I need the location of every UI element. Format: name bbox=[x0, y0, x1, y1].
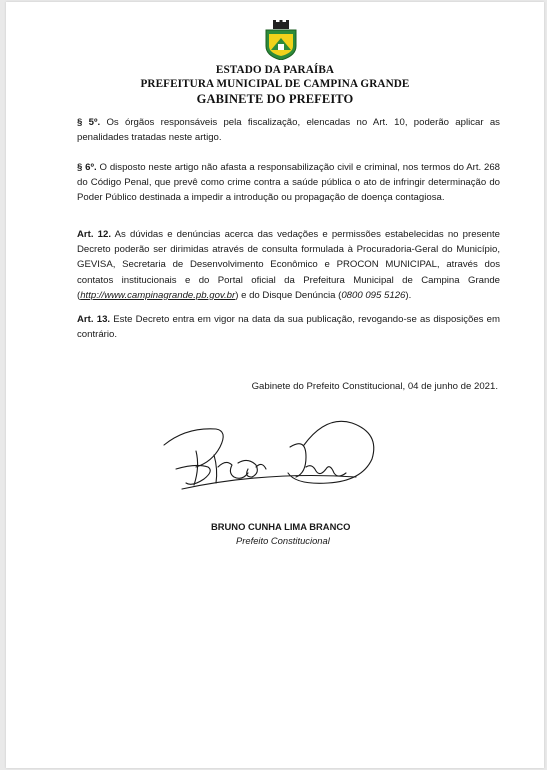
article-13 bbox=[77, 312, 500, 342]
document-page bbox=[6, 2, 544, 768]
paragraph-6-lead: § 6º. bbox=[77, 162, 97, 173]
article-13-text: Este Decreto entra em vigor na data da sua publicação, revogando-se as disposições em contrário. bbox=[77, 314, 501, 341]
article-12-lead: Art. 12. bbox=[77, 229, 112, 240]
paragraph-5 bbox=[77, 115, 500, 145]
paragraph-6 bbox=[77, 160, 500, 206]
signatory-role: Prefeito Constitucional bbox=[236, 535, 330, 546]
paragraph-6-text: O disposto neste artigo não afasta a responsabilização civil e criminal, nos termos do Art. 268 do Código Penal, que prevê como crime contra a saúde pública o ato de infringir determinação do Poder Público destinada a impedir a introdução ou propagação de doença contagiosa. bbox=[77, 162, 500, 204]
article-12-text: As dúvidas e denúncias acerca das vedações e permissões estabelecidas no presente Decreto poderão ser dirimidas através de consulta formulada à Procuradoria-Geral do Município, GEVISA, Secretaria de Desenvolvimento Econômico e PROCON MUNICIPAL, através dos contatos institucionais e do Portal oficial da Prefeitura Municipal de Campina Grande ( bbox=[77, 229, 500, 301]
signatory-name: BRUNO CUNHA LIMA BRANCO bbox=[211, 521, 351, 532]
header-office: GABINETE DO PREFEITO bbox=[196, 92, 354, 106]
header-state: ESTADO DA PARAÍBA bbox=[215, 64, 335, 76]
article-13-lead: Art. 13. bbox=[77, 314, 111, 325]
hotline-number: 0800 095 5126 bbox=[341, 289, 406, 301]
coat-of-arms-icon bbox=[262, 20, 300, 60]
article-12 bbox=[77, 227, 500, 303]
dateline: Gabinete do Prefeito Constitucional, 04 de junho de 2021. bbox=[251, 381, 498, 392]
article-12-mid: ) e do Disque Denúncia ( bbox=[235, 289, 342, 301]
handwritten-signature bbox=[156, 407, 386, 517]
article-12-end: ). bbox=[405, 289, 412, 301]
paragraph-5-text: Os órgãos responsáveis pela fiscalização, elencadas no Art. 10, poderão aplicar as penalidades tratadas neste artigo. bbox=[77, 117, 500, 144]
portal-link[interactable]: http://www.campinagrande.pb.gov.br bbox=[80, 289, 236, 301]
paragraph-5-lead: § 5º. bbox=[77, 117, 101, 128]
header-prefecture: PREFEITURA MUNICIPAL DE CAMPINA GRANDE bbox=[140, 78, 410, 90]
